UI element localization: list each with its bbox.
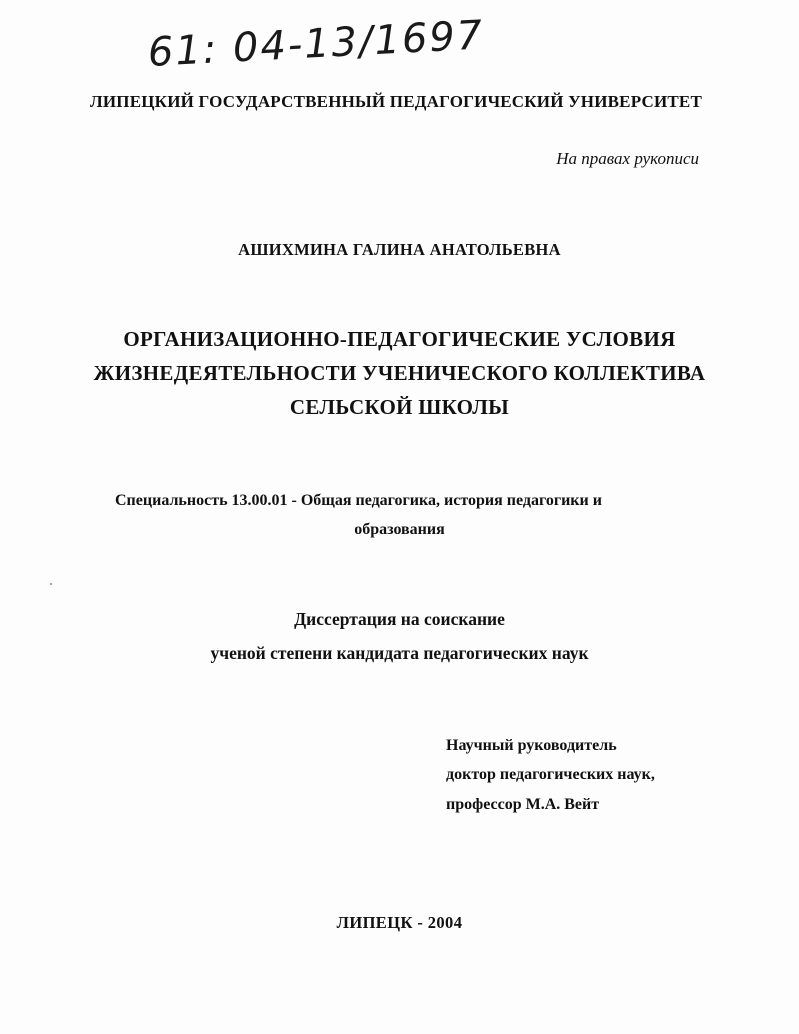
advisor-line-3: профессор М.А. Вейт — [446, 796, 600, 813]
handwritten-catalog-code: 61: 04-13/1697 — [146, 12, 486, 76]
advisor-line-2: доктор педагогических наук, — [446, 766, 655, 783]
specialty-line-1: Специальность 13.00.01 - Общая педагогика, история педагогики и — [115, 492, 602, 509]
specialty-line-2: образования — [354, 521, 445, 538]
dissertation-line-2: ученой степени кандидата педагогических наук — [210, 643, 589, 663]
dissertation-line-1: Диссертация на соискание — [294, 609, 505, 629]
university-name: ЛИПЕЦКИЙ ГОСУДАРСТВЕННЫЙ ПЕДАГОГИЧЕСКИЙ УНИВЕРСИТЕТ — [90, 92, 703, 111]
title-line-1: ОРГАНИЗАЦИОННО-ПЕДАГОГИЧЕСКИЕ УСЛОВИЯ — [123, 327, 676, 351]
manuscript-rights-note: На правах рукописи — [556, 149, 699, 168]
title-line-2: ЖИЗНЕДЕЯТЕЛЬНОСТИ УЧЕНИЧЕСКОГО КОЛЛЕКТИВА — [93, 361, 706, 385]
author-name: АШИХМИНА ГАЛИНА АНАТОЛЬЕВНА — [238, 240, 561, 259]
title-line-3: СЕЛЬСКОЙ ШКОЛЫ — [289, 395, 510, 419]
advisor-line-1: Научный руководитель — [446, 737, 617, 754]
scan-speck — [50, 583, 52, 585]
city-year: ЛИПЕЦК - 2004 — [336, 913, 463, 932]
